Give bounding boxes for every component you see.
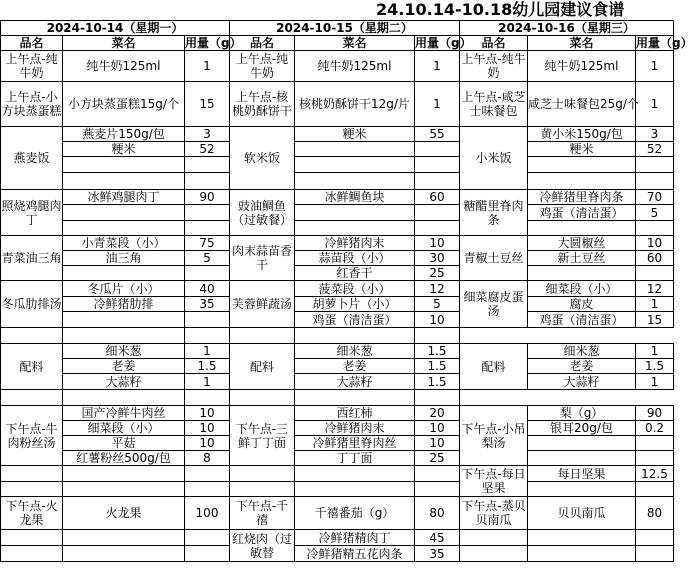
meal-name-cell: 上午点-纯牛奶 <box>230 51 295 82</box>
dish-name-cell: 鸡蛋（清洁蛋） <box>295 312 415 328</box>
col-header-meal: 品名 <box>1 36 63 51</box>
quantity-cell: 10 <box>415 312 460 328</box>
day-header-row <box>1 21 674 36</box>
dish-name-cell: 胡萝卜片（小） <box>295 297 415 312</box>
dish-name-cell <box>63 157 185 173</box>
quantity-cell: 1.5 <box>415 359 460 374</box>
dish-name-cell: 冰鲜鸡腿肉丁 <box>63 190 185 205</box>
quantity-cell: 1.5 <box>636 359 674 374</box>
dish-name-cell: 粳米 <box>528 142 636 157</box>
dish-name-cell <box>63 482 185 497</box>
menu-row <box>1 312 674 328</box>
quantity-cell: 30 <box>415 251 460 266</box>
quantity-cell: 1 <box>185 51 230 82</box>
quantity-cell: 12.5 <box>636 466 674 482</box>
quantity-cell: 80 <box>636 497 674 530</box>
quantity-cell <box>185 266 230 281</box>
menu-row <box>1 205 674 221</box>
dish-name-cell: 细米葱 <box>528 344 636 359</box>
menu-row <box>1 546 674 562</box>
column-header-row <box>1 36 674 51</box>
quantity-cell <box>415 205 460 221</box>
dish-name-cell <box>528 530 636 546</box>
quantity-cell <box>636 451 674 466</box>
menu-row <box>1 497 674 530</box>
day-title-mon: 2024-10-14（星期一） <box>1 21 230 36</box>
dish-name-cell: 咸芝士味餐包25g/个 <box>528 82 636 127</box>
dish-name-cell <box>528 482 636 497</box>
meal-name-cell: 软米饭 <box>230 127 295 190</box>
meal-name-cell: 肉末蒜苗香干 <box>230 236 295 281</box>
dish-name-cell: 冷鲜猪肉末 <box>295 236 415 251</box>
menu-row <box>1 127 674 142</box>
dish-name-cell: 鸡蛋（清洁蛋） <box>528 312 636 328</box>
dish-name-cell: 菠菜段（小） <box>295 281 415 297</box>
quantity-cell: 1 <box>636 374 674 390</box>
quantity-cell: 12 <box>415 281 460 297</box>
dish-name-cell: 老姜 <box>295 359 415 374</box>
quantity-cell <box>636 157 674 173</box>
dish-name-cell: 细菜段（小） <box>63 421 185 436</box>
quantity-cell: 0.2 <box>636 421 674 436</box>
dish-name-cell: 细米葱 <box>295 344 415 359</box>
dish-name-cell: 冬瓜片（小） <box>63 281 185 297</box>
meal-name-cell: 细菜腐皮蛋汤 <box>460 281 528 328</box>
quantity-cell <box>636 173 674 190</box>
quantity-cell <box>185 173 230 190</box>
menu-row <box>1 466 674 482</box>
quantity-cell: 1 <box>636 344 674 359</box>
meal-name-cell: 小米饭 <box>460 127 528 190</box>
meal-name-cell <box>230 482 295 497</box>
quantity-cell: 5 <box>415 297 460 312</box>
dish-name-cell <box>528 546 636 562</box>
quantity-cell: 80 <box>415 497 460 530</box>
quantity-cell <box>636 266 674 281</box>
dish-name-cell <box>1 328 63 344</box>
dish-name-cell <box>63 221 185 236</box>
meal-name-cell: 红烧肉（过敏替 <box>230 530 295 562</box>
quantity-cell: 15 <box>636 312 674 328</box>
menu-row <box>1 173 674 190</box>
dish-name-cell: 银耳20g/包 <box>528 421 636 436</box>
meal-name-cell: 青菜油三角 <box>1 236 63 281</box>
quantity-cell: 1 <box>185 344 230 359</box>
dish-name-cell: 冷鲜猪里脊肉丝 <box>295 436 415 451</box>
quantity-cell: 45 <box>415 530 460 546</box>
menu-row <box>1 390 674 406</box>
dish-name-cell: 每日坚果 <box>528 466 636 482</box>
menu-row <box>1 482 674 497</box>
quantity-cell <box>415 482 460 497</box>
dish-name-cell <box>528 266 636 281</box>
quantity-cell <box>185 157 230 173</box>
col-header-dish: 菜名 <box>295 36 415 51</box>
quantity-cell: 1.5 <box>415 374 460 390</box>
dish-name-cell: 千禧番茄（g） <box>295 497 415 530</box>
meal-name-cell: 上午点-小方块蒸蛋糕 <box>1 82 63 127</box>
meal-name-cell: 下午点-蒸贝贝南瓜 <box>460 497 528 530</box>
quantity-cell <box>636 436 674 451</box>
menu-row <box>1 421 674 436</box>
meal-name-cell: 下午点-牛肉粉丝汤 <box>1 406 63 466</box>
dish-name-cell <box>63 546 185 562</box>
quantity-cell <box>63 328 185 344</box>
quantity-cell: 20 <box>415 406 460 421</box>
dish-name-cell <box>295 328 415 344</box>
meal-name-cell: 下午点-三鲜丁丁面 <box>230 406 295 466</box>
dish-name-cell: 纯牛奶125ml <box>528 51 636 82</box>
menu-row <box>1 281 674 297</box>
quantity-cell <box>415 328 460 344</box>
quantity-cell: 5 <box>636 205 674 221</box>
dish-name-cell: 核桃奶酥饼干12g/片 <box>295 82 415 127</box>
dish-name-cell <box>295 157 415 173</box>
day-title-tue: 2024-10-15（星期二） <box>230 21 460 36</box>
dish-name-cell: 红薯粉丝500g/包 <box>63 451 185 466</box>
meal-name-cell <box>1 546 63 562</box>
quantity-cell <box>185 482 230 497</box>
quantity-cell: 12 <box>636 281 674 297</box>
quantity-cell <box>185 466 230 482</box>
quantity-cell: 55 <box>415 127 460 142</box>
quantity-cell: 10 <box>415 436 460 451</box>
menu-row <box>1 190 674 205</box>
quantity-cell: 10 <box>185 421 230 436</box>
quantity-cell <box>230 328 295 344</box>
dish-name-cell <box>295 390 415 406</box>
col-header-qty: 用量（g） <box>185 36 242 50</box>
quantity-cell: 90 <box>185 190 230 205</box>
quantity-cell: 35 <box>415 546 460 562</box>
quantity-cell <box>636 221 674 236</box>
dish-name-cell: 大蒜籽 <box>63 374 185 390</box>
dish-name-cell: 冷鲜猪精肉丁 <box>295 530 415 546</box>
dish-name-cell <box>63 173 185 190</box>
menu-row <box>1 51 674 72</box>
dish-name-cell: 冷鲜猪里脊肉条 <box>528 190 636 205</box>
quantity-cell: 25 <box>415 266 460 281</box>
meal-name-cell <box>1 482 63 497</box>
quantity-cell: 35 <box>185 297 230 312</box>
menu-row <box>1 328 674 344</box>
meal-name-cell <box>460 546 528 562</box>
dish-name-cell <box>63 530 185 546</box>
quantity-cell: 5 <box>185 251 230 266</box>
quantity-cell <box>185 546 230 562</box>
dish-name-cell <box>63 312 185 328</box>
dish-name-cell: 小青菜段（小） <box>63 236 185 251</box>
quantity-cell: 1 <box>415 51 460 82</box>
quantity-cell <box>415 142 460 157</box>
menu-row <box>1 530 674 546</box>
day-title-wed: 2024-10-16（星期三） <box>460 21 674 36</box>
meal-name-cell: 上午点-纯牛奶 <box>461 52 526 80</box>
meal-name-cell: 豉油鲷鱼（过敏餐） <box>230 190 295 236</box>
meal-name-cell: 配料 <box>1 344 63 390</box>
quantity-cell: 1 <box>636 51 674 82</box>
menu-row <box>1 142 674 157</box>
meal-name-cell: 下午点-火龙果 <box>1 497 63 530</box>
dish-name-cell <box>528 451 636 466</box>
dish-name-cell: 冷鲜猪肉末 <box>295 421 415 436</box>
dish-name-cell: 燕麦片150g/包 <box>63 127 185 142</box>
page-title: 24.10.14-10.18幼儿园建议食谱 <box>376 0 625 19</box>
menu-row <box>1 236 674 251</box>
menu-row <box>1 297 674 312</box>
quantity-cell <box>185 205 230 221</box>
meal-name-cell <box>1 466 63 482</box>
dish-name-cell: 冷鲜猪精五花肉条 <box>295 546 415 562</box>
col-header-qty: 用量（g） <box>636 36 693 50</box>
dish-name-cell <box>185 328 230 344</box>
quantity-cell <box>636 546 674 562</box>
quantity-cell: 100 <box>185 497 230 530</box>
dish-name-cell: 大蒜籽 <box>528 374 636 390</box>
col-header-meal: 品名 <box>230 36 295 51</box>
dish-name-cell: 大圆椒丝 <box>528 236 636 251</box>
quantity-cell: 1 <box>636 297 674 312</box>
dish-name-cell <box>528 157 636 173</box>
dish-name-cell: 平菇 <box>63 436 185 451</box>
quantity-cell: 1 <box>636 82 674 127</box>
dish-name-cell: 纯牛奶125ml <box>295 51 415 82</box>
dish-name-cell: 腐皮 <box>528 297 636 312</box>
dish-name-cell: 蒜苗段（小） <box>295 251 415 266</box>
dish-name-cell: 纯牛奶125ml <box>63 51 185 82</box>
meal-name-cell: 糖醋里脊肉条 <box>460 190 528 236</box>
meal-name-cell: 上午点-咸芝士味餐包 <box>460 82 528 127</box>
quantity-cell <box>185 312 230 328</box>
col-header-meal: 品名 <box>460 36 528 51</box>
dish-name-cell: 粳米 <box>295 127 415 142</box>
quantity-cell: 10 <box>185 406 230 421</box>
quantity-cell <box>415 221 460 236</box>
meal-name-cell <box>230 466 295 482</box>
meal-name-cell <box>1 530 63 546</box>
meal-name-cell: 上午点-核桃奶酥饼干 <box>230 82 295 127</box>
dish-name-cell: 冰鲜鲷鱼块 <box>295 190 415 205</box>
dish-name-cell <box>528 436 636 451</box>
menu-row <box>1 266 674 281</box>
menu-row <box>1 82 674 102</box>
dish-name-cell: 黄小米150g/包 <box>528 127 636 142</box>
dish-name-cell: 粳米 <box>63 142 185 157</box>
quantity-cell: 10 <box>636 236 674 251</box>
meal-name-cell: 照烧鸡腿肉丁 <box>1 190 63 236</box>
dish-name-cell: 小方块蒸蛋糕15g/个 <box>63 82 185 127</box>
quantity-cell: 1 <box>415 82 460 127</box>
dish-name-cell: 火龙果 <box>63 497 185 530</box>
quantity-cell: 60 <box>636 251 674 266</box>
menu-row <box>1 344 674 359</box>
dish-name-cell: 老姜 <box>63 359 185 374</box>
meal-name-cell: 青椒土豆丝 <box>460 236 528 281</box>
quantity-cell <box>415 390 460 406</box>
quantity-cell <box>415 173 460 190</box>
dish-name-cell <box>1 390 63 406</box>
dish-name-cell <box>185 390 230 406</box>
dish-name-cell <box>63 266 185 281</box>
meal-name-cell <box>460 530 528 546</box>
dish-name-cell: 老姜 <box>528 359 636 374</box>
quantity-cell: 90 <box>636 406 674 421</box>
quantity-cell: 1.5 <box>185 359 230 374</box>
quantity-cell <box>415 157 460 173</box>
dish-name-cell <box>528 221 636 236</box>
quantity-cell <box>415 466 460 482</box>
dish-name-cell: 新土豆丝 <box>528 251 636 266</box>
meal-name-cell: 下午点-小吊梨汤 <box>460 406 528 466</box>
quantity-cell: 60 <box>415 190 460 205</box>
meal-name-cell: 配料 <box>230 344 295 390</box>
dish-name-cell <box>295 142 415 157</box>
meal-name-cell: 下午点-每日坚果 <box>461 467 526 495</box>
meal-name-cell: 燕麦饭 <box>1 127 63 190</box>
quantity-cell: 8 <box>185 451 230 466</box>
quantity-cell: 40 <box>185 281 230 297</box>
col-header-qty: 用量（g） <box>415 36 472 50</box>
dish-name-cell <box>295 173 415 190</box>
quantity-cell <box>636 530 674 546</box>
quantity-cell: 10 <box>415 236 460 251</box>
dish-name-cell <box>295 482 415 497</box>
quantity-cell: 15 <box>185 82 230 127</box>
dish-name-cell <box>63 205 185 221</box>
meal-name-cell: 芙蓉鲜蔬汤 <box>230 281 295 328</box>
dish-name-cell: 红香干 <box>295 266 415 281</box>
quantity-cell <box>230 390 295 406</box>
dish-name-cell: 细菜段（小） <box>528 281 636 297</box>
dish-name-cell <box>295 466 415 482</box>
quantity-cell <box>636 482 674 497</box>
quantity-cell <box>63 390 185 406</box>
dish-name-cell: 丁丁面 <box>295 451 415 466</box>
quantity-cell: 70 <box>636 190 674 205</box>
menu-row <box>1 406 674 421</box>
menu-row <box>1 436 674 451</box>
dish-name-cell <box>528 173 636 190</box>
meal-name-cell: 下午点-千禧 <box>230 497 295 530</box>
quantity-cell <box>185 530 230 546</box>
quantity-cell: 10 <box>185 436 230 451</box>
meal-name-cell: 上午点-纯牛奶 <box>1 51 63 82</box>
menu-row <box>1 359 674 374</box>
quantity-cell: 52 <box>185 142 230 157</box>
meal-name-cell: 冬瓜肋排汤 <box>1 281 63 328</box>
menu-row <box>1 374 674 390</box>
quantity-cell: 1 <box>185 374 230 390</box>
col-header-dish: 菜名 <box>63 36 185 51</box>
quantity-cell: 25 <box>415 451 460 466</box>
dish-name-cell <box>295 205 415 221</box>
dish-name-cell: 大蒜籽 <box>295 374 415 390</box>
col-header-dish: 菜名 <box>528 36 636 51</box>
dish-name-cell: 国产冷鲜牛肉丝 <box>63 406 185 421</box>
dish-name-cell: 贝贝南瓜 <box>528 497 636 530</box>
quantity-cell: 3 <box>636 127 674 142</box>
dish-name-cell <box>295 221 415 236</box>
menu-row <box>1 221 674 236</box>
dish-name-cell: 梨（g） <box>528 406 636 421</box>
dish-name-cell: 细米葱 <box>63 344 185 359</box>
menu-table <box>0 20 693 562</box>
quantity-cell: 52 <box>636 142 674 157</box>
menu-row <box>1 157 674 173</box>
quantity-cell: 10 <box>415 421 460 436</box>
menu-row <box>1 451 674 466</box>
dish-name-cell: 冷鲜猪肋排 <box>63 297 185 312</box>
dish-name-cell: 油三角 <box>63 251 185 266</box>
quantity-cell <box>185 221 230 236</box>
dish-name-cell <box>63 466 185 482</box>
quantity-cell: 3 <box>185 127 230 142</box>
menu-row <box>1 251 674 266</box>
dish-name-cell: 西红柿 <box>295 406 415 421</box>
meal-name-cell: 配料 <box>460 344 528 390</box>
quantity-cell: 75 <box>185 236 230 251</box>
quantity-cell: 1.5 <box>415 344 460 359</box>
dish-name-cell: 鸡蛋（清洁蛋） <box>528 205 636 221</box>
